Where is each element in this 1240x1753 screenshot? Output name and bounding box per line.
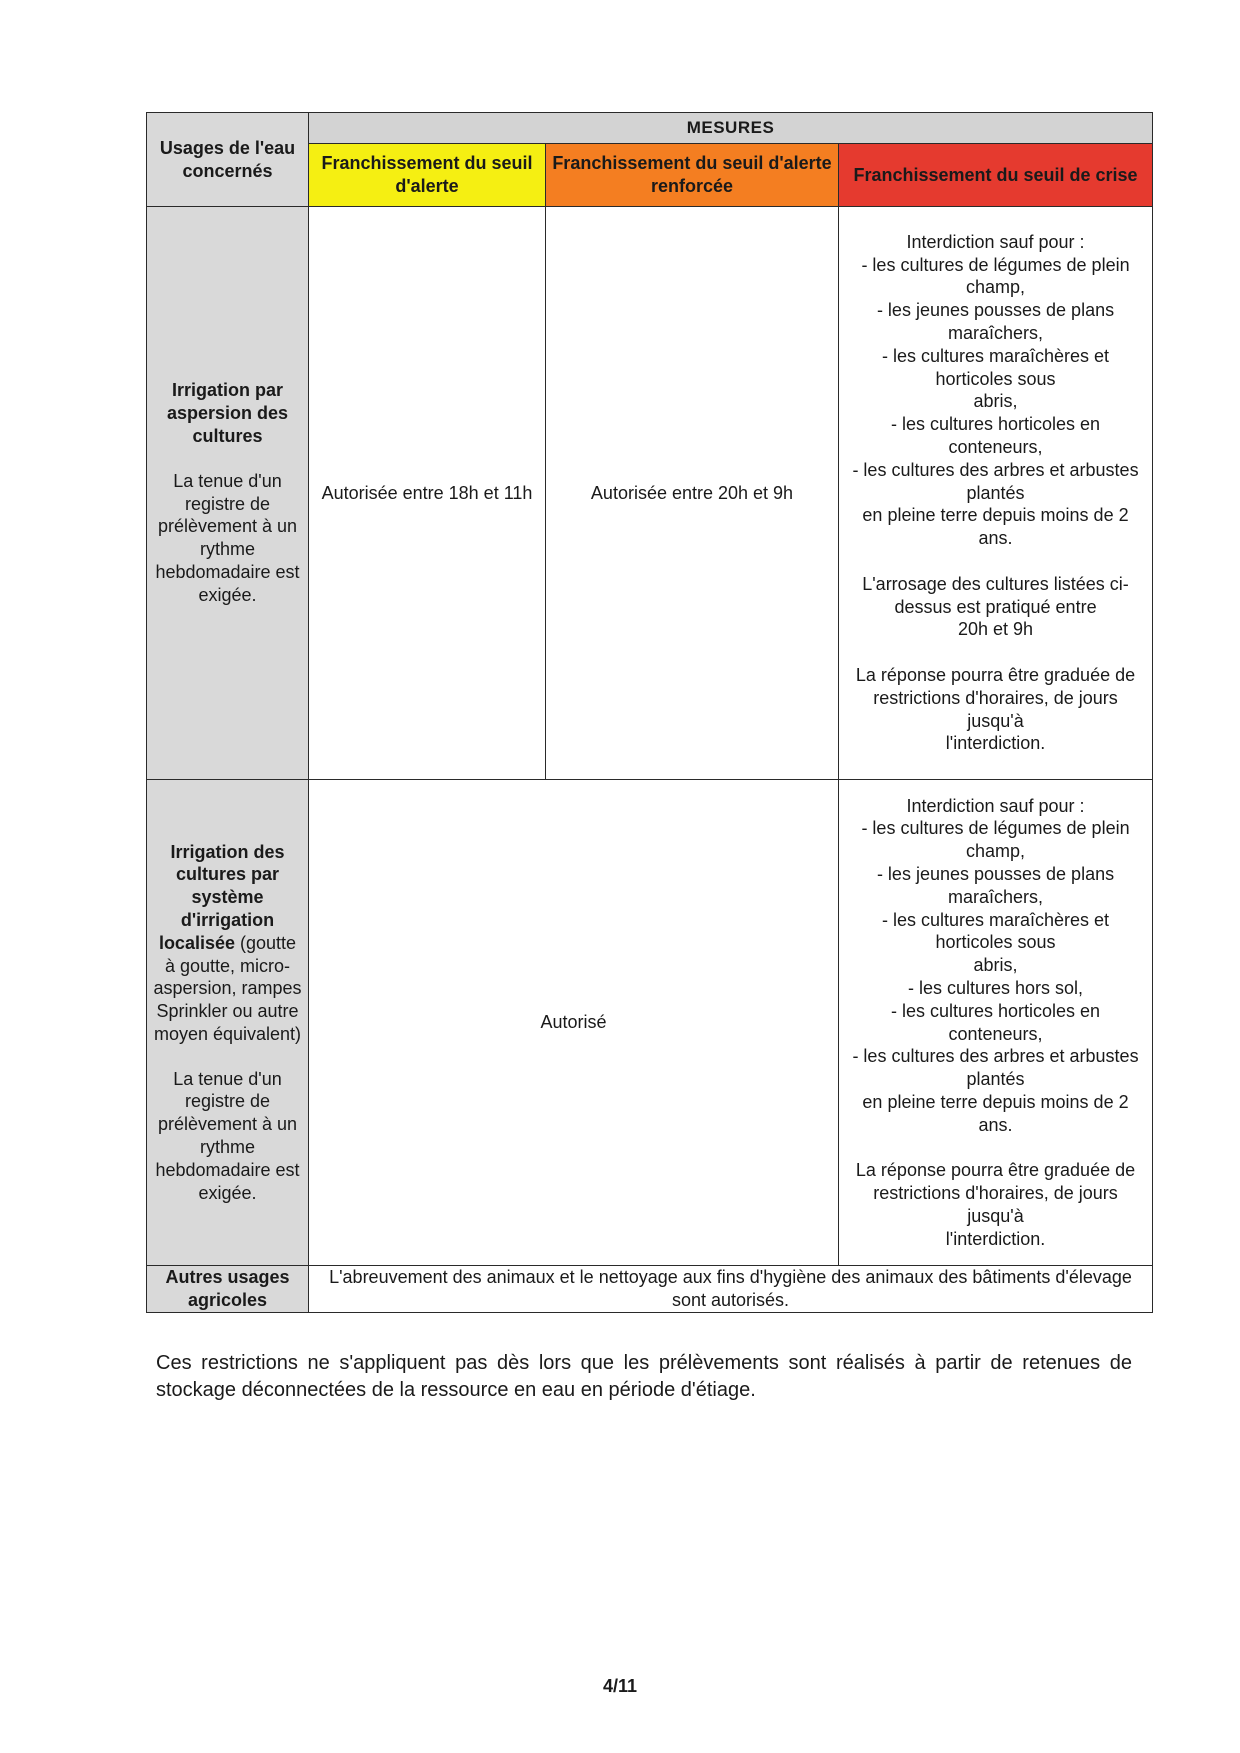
usage-note: La tenue d'un registre de prélèvement à un rythme hebdomadaire est exigée.: [155, 470, 300, 605]
crise-line: Interdiction sauf pour :: [906, 795, 1085, 816]
crise-cell: [839, 780, 1153, 1266]
crise-line: - les cultures horticoles en conteneurs,: [890, 1000, 1101, 1044]
usage-title-block: [153, 841, 302, 1046]
crise-line: restrictions d'horaires, de jours jusqu'à: [873, 687, 1118, 731]
usage-cell: [147, 1266, 309, 1313]
usage-title: Irrigation des cultures par système d'irrigation localisée: [158, 841, 285, 953]
usage-title: Autres usages agricoles: [165, 1267, 290, 1310]
usage-note: La tenue d'un registre de prélèvement à un rythme hebdomadaire est exigée.: [155, 1068, 300, 1203]
table-row: [147, 1266, 1153, 1313]
crise-line: Interdiction sauf pour :: [906, 231, 1085, 252]
usage-cell: [147, 780, 309, 1266]
table-row: [147, 207, 1153, 780]
crise-line: - les cultures maraîchères et horticoles sous: [881, 909, 1110, 953]
crise-line: restrictions d'horaires, de jours jusqu'à: [873, 1183, 1118, 1226]
crise-line: l'interdiction.: [945, 733, 1046, 754]
measures-table: [146, 112, 1153, 1313]
table-row: [147, 780, 1153, 1266]
spacer: [845, 641, 1146, 664]
crise-line: en pleine terre depuis moins de 2 ans.: [862, 1091, 1129, 1135]
page-number: 4/11: [602, 1676, 638, 1696]
crise-line: La réponse pourra être graduée de: [855, 1160, 1136, 1181]
crise-line: La réponse pourra être graduée de: [855, 664, 1136, 685]
spacer: [845, 550, 1146, 573]
header-alerte: Franchissement du seuil d'alerte: [309, 144, 546, 207]
crise-line: - les cultures horticoles en conteneurs,: [890, 414, 1101, 457]
header-usage: Usages de l'eau concernés: [147, 113, 309, 207]
crise-line: abris,: [973, 955, 1018, 976]
footnote: Ces restrictions ne s'appliquent pas dès lors que les prélèvements sont réalisés à partir de retenues de stockage déconnectées de la ressource en eau en période d'étiage.: [156, 1352, 1132, 1401]
all-measures-cell: L'abreuvement des animaux et le nettoyage aux fins d'hygiène des animaux des bâtiments d'élevage sont autorisés.: [309, 1266, 1153, 1313]
usage-title: Irrigation par aspersion des cultures: [166, 380, 289, 446]
spacer: [845, 1136, 1146, 1159]
crise-line: - les cultures hors sol,: [907, 977, 1084, 998]
header-mesures: MESURES: [309, 113, 1153, 144]
crise-line: abris,: [973, 391, 1018, 412]
usage-cell: [147, 207, 309, 780]
crise-line: - les cultures des arbres et arbustes plantés: [852, 1046, 1139, 1090]
crise-line: - les cultures maraîchères et horticoles sous: [881, 345, 1110, 389]
crise-line: l'interdiction.: [945, 1228, 1046, 1249]
crise-line: - les jeunes pousses de plans maraîchers,: [876, 863, 1115, 907]
crise-line: L'arrosage des cultures listées ci-dessus est pratiqué entre: [862, 573, 1129, 617]
alerte-and-renforcee-cell: Autorisé: [309, 780, 839, 1266]
crise-line: - les cultures des arbres et arbustes plantés: [852, 459, 1139, 503]
usage-title-suffix: (goutte à goutte, micro-aspersion, rampes Sprinkler ou autre moyen équivalent): [153, 932, 302, 1044]
header-alerte-renforcee: Franchissement du seuil d'alerte renforcée: [546, 144, 839, 207]
alerte-renforcee-cell: Autorisée entre 20h et 9h: [546, 207, 839, 780]
header-crise: Franchissement du seuil de crise: [839, 144, 1153, 207]
crise-cell: [839, 207, 1153, 780]
crise-line: 20h et 9h: [957, 619, 1034, 640]
alerte-cell: Autorisée entre 18h et 11h: [309, 207, 546, 780]
crise-line: - les cultures de légumes de plein champ,: [861, 254, 1130, 298]
crise-line: en pleine terre depuis moins de 2 ans.: [862, 505, 1129, 549]
crise-line: - les jeunes pousses de plans maraîchers,: [876, 300, 1115, 344]
crise-line: - les cultures de légumes de plein champ,: [861, 818, 1130, 862]
